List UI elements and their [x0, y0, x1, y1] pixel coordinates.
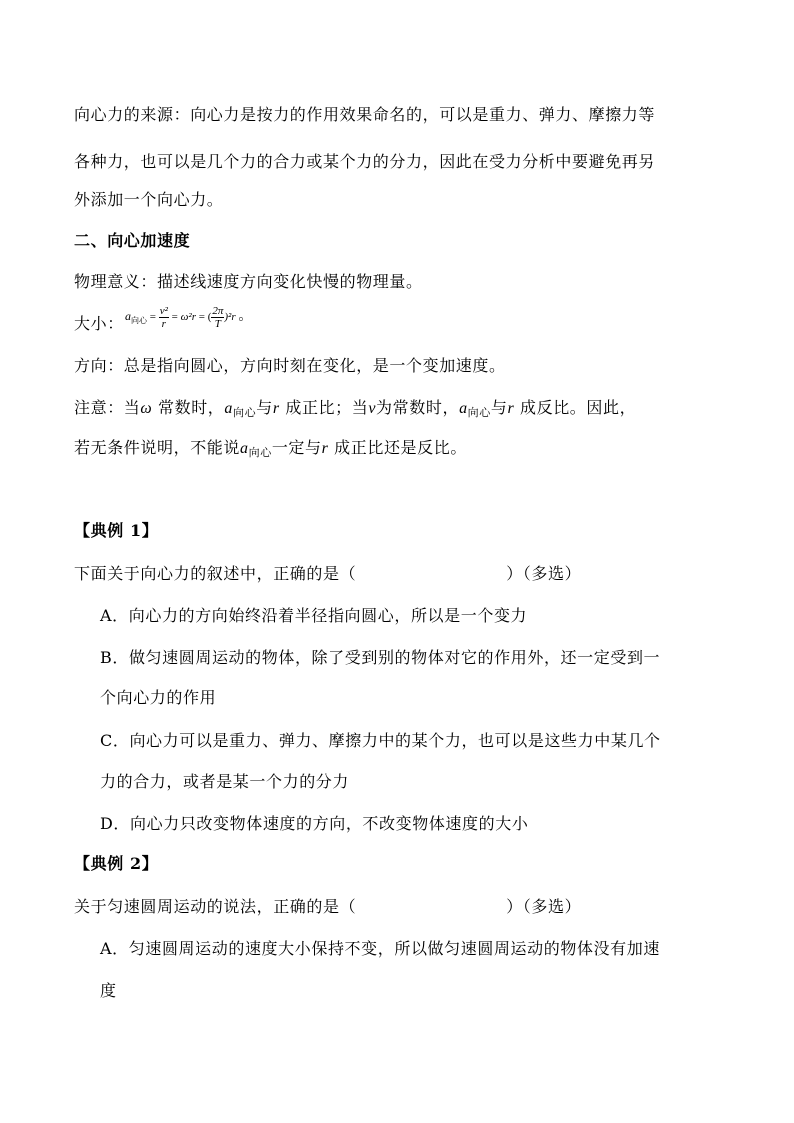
- option-a: A．向心力的方向始终沿着半径指向圆心，所以是一个变力: [100, 606, 528, 625]
- option-a: A．匀速圆周运动的速度大小保持不变，所以做匀速圆周运动的物体没有加速: [100, 939, 660, 958]
- note-line: 注意：当ω 常数时，$a_{向心}$与r 成正比；当v为常数时，$a_{向心}$与r 成反比。因此，: [74, 398, 637, 419]
- option-d: D．向心力只改变物体速度的方向，不改变物体速度的大小: [100, 814, 529, 833]
- note-line: 若无条件说明，不能说$a_{向心}$一定与r 成正比还是反比。: [74, 438, 467, 459]
- paragraph-line: 方向：总是指向圆心，方向时刻在变化，是一个变加速度。: [74, 356, 506, 375]
- option-b: B．做匀速圆周运动的物体，除了受到别的物体对它的作用外，还一定受到一: [100, 648, 661, 667]
- paragraph-line: 各种力，也可以是几个力的合力或某个力的分力，因此在受力分析中要避免再另: [74, 152, 656, 171]
- section-heading: 二、向心加速度: [74, 231, 191, 250]
- option-c: C．向心力可以是重力、弹力、摩擦力中的某个力，也可以是这些力中某几个: [100, 731, 661, 750]
- centripetal-acceleration-formula: $a_{向心}$ = $\frac{\text{v²}}{r}$ = ω²r = ( $\frac{2\pi}{T}$ )²r 。: [125, 305, 253, 330]
- option-c-continued: 力的合力，或者是某一个力的分力: [100, 772, 350, 791]
- example-1-question: 下面关于向心力的叙述中，正确的是（ ）（多选）: [74, 564, 582, 583]
- paragraph-line: 向心力的来源：向心力是按力的作用效果命名的，可以是重力、弹力、摩擦力等: [74, 105, 656, 124]
- paragraph-line: 外添加一个向心力。: [74, 190, 224, 209]
- example-2-title: 【典例 2】: [74, 854, 159, 873]
- example-2-question: 关于匀速圆周运动的说法，正确的是（ ）（多选）: [74, 897, 582, 916]
- option-a-continued: 度: [100, 981, 117, 1000]
- size-label: 大小：: [74, 314, 124, 333]
- example-1-title: 【典例 1】: [74, 521, 159, 540]
- option-b-continued: 个向心力的作用: [100, 688, 217, 707]
- paragraph-line: 物理意义：描述线速度方向变化快慢的物理量。: [74, 272, 423, 291]
